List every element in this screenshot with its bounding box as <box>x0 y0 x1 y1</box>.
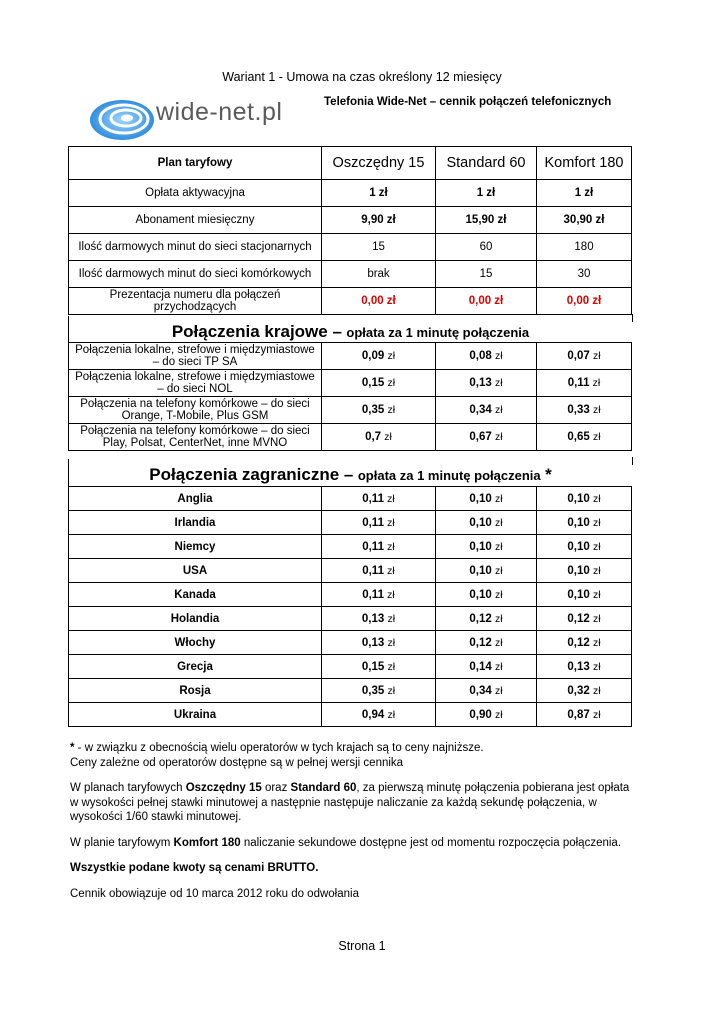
note-text: - w związku z obecnością wielu operatorów w tych krajach są to ceny najniższe. <box>74 742 484 754</box>
plan-header-row <box>69 147 632 180</box>
cell-value: 0,11 <box>362 564 384 577</box>
country-label: Irlandia <box>69 511 322 535</box>
table-row <box>69 180 632 207</box>
country-label: Kanada <box>69 583 322 607</box>
cell-value: 0,10 <box>567 516 590 529</box>
unit: zł <box>384 431 392 443</box>
document-subtitle: Telefonia Wide-Net – cennik połączeń telefonicznych <box>324 96 612 108</box>
cell-value: 1 zł <box>436 180 537 207</box>
page-number: Strona 1 <box>338 939 386 953</box>
table-row <box>69 631 632 655</box>
price-cell <box>436 679 537 703</box>
notes <box>70 741 630 912</box>
section-title: Połączenia zagraniczne – <box>149 465 354 484</box>
plan-name: Oszczędny 15 <box>322 147 436 180</box>
cell-value: 0,15 <box>361 377 385 389</box>
cell-value: 0,90 <box>469 708 492 721</box>
asterisk-mark: * <box>545 465 552 484</box>
cell-value: 0,09 <box>361 350 385 362</box>
country-label: Rosja <box>69 679 322 703</box>
wide-net-logo <box>88 90 308 146</box>
unit: zł <box>387 404 396 416</box>
cell-value: 0,00 zł <box>436 288 537 315</box>
cell-value: 0,11 <box>362 588 384 601</box>
unit: zł <box>495 684 503 697</box>
unit: zł <box>593 404 601 416</box>
cell-value: 0,35 <box>361 684 385 697</box>
cell-value: 0,32 <box>567 684 590 697</box>
domestic-table <box>68 342 632 451</box>
unit: zł <box>495 708 503 721</box>
cell-value: brak <box>322 261 436 288</box>
table-row <box>69 679 632 703</box>
table-row <box>69 234 632 261</box>
price-cell <box>322 559 436 583</box>
komfort-note <box>70 836 630 851</box>
cell-value: 0,34 <box>469 684 492 697</box>
cell-value: 0,10 <box>469 516 492 529</box>
cell-value: 15 <box>436 261 537 288</box>
validity-text: Cennik obowiązuje od 10 marca 2012 roku do odwołania <box>70 887 359 900</box>
country-label: Holandia <box>69 607 322 631</box>
cell-value: 0,13 <box>469 377 492 389</box>
unit: zł <box>495 588 503 601</box>
asterisk-note <box>70 741 630 770</box>
cell-value: 0,94 <box>361 708 385 721</box>
unit: zł <box>592 377 601 389</box>
cell-value: 0,15 <box>361 660 385 673</box>
cell-value: 0,12 <box>567 612 590 625</box>
swirl-logo-icon <box>88 90 156 146</box>
unit: zł <box>387 708 396 721</box>
cell-value: 0,67 <box>469 431 492 443</box>
country-label: USA <box>69 559 322 583</box>
unit: zł <box>387 684 396 697</box>
table-row <box>69 288 632 315</box>
cell-value: 15,90 zł <box>436 207 537 234</box>
price-cell <box>436 631 537 655</box>
unit: zł <box>593 564 601 577</box>
price-cell <box>537 631 632 655</box>
price-cell <box>436 535 537 559</box>
cell-value: 0,07 <box>567 350 590 362</box>
price-cell <box>537 655 632 679</box>
country-label: Włochy <box>69 631 322 655</box>
row-label: Ilość darmowych minut do sieci stacjonarnych <box>69 234 322 261</box>
plan-name: Komfort 180 <box>537 147 632 180</box>
note-text: W planach taryfowych <box>70 782 186 794</box>
price-cell <box>436 487 537 511</box>
price-cell <box>436 559 537 583</box>
price-cell <box>436 511 537 535</box>
cell-value: 0,10 <box>469 540 492 553</box>
unit: zł <box>495 377 503 389</box>
table-row <box>69 343 632 370</box>
cell-value: 0,11 <box>362 492 384 505</box>
table-row <box>69 397 632 424</box>
cell-value: 0,14 <box>469 660 492 673</box>
price-cell <box>537 703 632 727</box>
row-label: Połączenia na telefony komórkowe – do sieci Orange, T-Mobile, Plus GSM <box>69 397 322 424</box>
unit: zł <box>495 404 503 416</box>
domestic-section-heading <box>68 316 632 344</box>
cell-value: 0,65 <box>567 431 590 443</box>
price-cell <box>322 631 436 655</box>
plan-name: Standard 60 <box>436 147 537 180</box>
price-cell <box>537 679 632 703</box>
row-label: Abonament miesięczny <box>69 207 322 234</box>
cell-value: 0,12 <box>567 636 590 649</box>
cell-value: 0,10 <box>567 540 590 553</box>
country-label: Grecja <box>69 655 322 679</box>
table-row <box>69 487 632 511</box>
unit: zł <box>593 540 601 553</box>
section-title: Połączenia krajowe – <box>171 322 342 341</box>
cell-value: 0,10 <box>567 564 590 577</box>
unit: zł <box>387 612 396 625</box>
row-label: Połączenia na telefony komórkowe – do sieci Play, Polsat, CenterNet, inne MVNO <box>69 424 322 451</box>
table-row <box>69 511 632 535</box>
cell-value: 1 zł <box>537 180 632 207</box>
unit: zł <box>387 636 396 649</box>
row-label: Połączenia lokalne, strefowe i międzymiastowe – do sieci NOL <box>69 370 322 397</box>
cell-value: 0,33 <box>567 404 590 416</box>
note-text: , za pierwszą minutę połączenia pobierana jest opłata w wysokości pełnej stawki minutowej a następnie następuje naliczanie za każdą sekundę połączenia, w wysokości 1/60 stawki minutowej. <box>70 782 630 823</box>
unit: zł <box>387 588 395 601</box>
unit: zł <box>387 492 395 505</box>
unit: zł <box>495 660 503 673</box>
international-rows <box>69 487 632 727</box>
billing-note <box>70 781 630 825</box>
table-row <box>69 559 632 583</box>
country-label: Niemcy <box>69 535 322 559</box>
unit: zł <box>593 588 601 601</box>
unit: zł <box>593 431 601 443</box>
note-text: W planie taryfowym <box>70 836 174 849</box>
unit: zł <box>593 492 601 505</box>
cell-value: 0,08 <box>469 350 492 362</box>
price-cell <box>436 703 537 727</box>
table-row <box>69 535 632 559</box>
asterisk-mark: * <box>70 742 75 754</box>
price-cell <box>537 535 632 559</box>
table-row <box>69 583 632 607</box>
price-cell <box>436 655 537 679</box>
international-section-heading <box>68 459 632 487</box>
cell-value: 0,00 zł <box>537 288 632 315</box>
price-cell <box>322 535 436 559</box>
cell-value: 0,87 <box>567 708 590 721</box>
unit: zł <box>387 350 396 362</box>
logo-wordmark: wide-net.pl <box>156 98 283 126</box>
cell-value: 0,00 zł <box>322 288 436 315</box>
border-tick <box>632 314 633 322</box>
plan-ref: Oszczędny 15 <box>185 782 262 794</box>
section-subtitle: opłata za 1 minutę połączenia <box>346 325 530 340</box>
brutto-text: Wszystkie podane kwoty są cenami BRUTTO. <box>70 862 319 874</box>
unit: zł <box>593 636 601 649</box>
table-row <box>69 424 632 451</box>
price-cell <box>537 559 632 583</box>
unit: zł <box>387 660 396 673</box>
plan-ref: Komfort 180 <box>173 836 241 849</box>
price-cell <box>322 607 436 631</box>
unit: zł <box>495 612 503 625</box>
cell-value: 9,90 zł <box>322 207 436 234</box>
cell-value: 0,10 <box>567 588 590 601</box>
row-label: Połączenia lokalne, strefowe i międzymiastowe – do sieci TP SA <box>69 343 322 370</box>
plan-label: Plan taryfowy <box>69 147 322 180</box>
price-cell <box>322 703 436 727</box>
cell-value: 0,10 <box>469 564 492 577</box>
price-cell <box>322 679 436 703</box>
plan-table <box>68 146 632 315</box>
cell-value: 0,11 <box>362 540 384 553</box>
cell-value: 0,13 <box>361 612 385 625</box>
cell-value: 180 <box>537 234 632 261</box>
unit: zł <box>387 564 395 577</box>
price-cell <box>537 511 632 535</box>
country-label: Ukraina <box>69 703 322 727</box>
cell-value: 0,7 <box>365 431 382 443</box>
cell-value: 1 zł <box>322 180 436 207</box>
unit: zł <box>495 516 503 529</box>
price-cell <box>436 607 537 631</box>
cell-value: 60 <box>436 234 537 261</box>
row-label: Opłata aktywacyjna <box>69 180 322 207</box>
section-subtitle: opłata za 1 minutę połączenia <box>357 468 541 483</box>
cell-value: 0,13 <box>567 660 590 673</box>
table-row <box>69 655 632 679</box>
unit: zł <box>593 708 601 721</box>
table-row <box>69 607 632 631</box>
row-label: Ilość darmowych minut do sieci komórkowych <box>69 261 322 288</box>
note-text: naliczanie sekundowe dostępne jest od momentu rozpoczęcia połączenia. <box>240 836 622 849</box>
unit: zł <box>495 492 503 505</box>
cell-value: 30 <box>537 261 632 288</box>
table-row <box>69 261 632 288</box>
plan-ref: Standard 60 <box>290 782 357 794</box>
cell-value: 0,13 <box>361 636 385 649</box>
table-row <box>69 370 632 397</box>
price-cell <box>537 607 632 631</box>
cell-value: 0,34 <box>469 404 492 416</box>
price-cell <box>322 511 436 535</box>
country-label: Anglia <box>69 487 322 511</box>
cell-value: 0,11 <box>362 516 384 529</box>
unit: zł <box>387 377 396 389</box>
price-cell <box>537 487 632 511</box>
price-cell <box>322 487 436 511</box>
cell-value: 0,11 <box>567 377 590 389</box>
unit: zł <box>593 612 601 625</box>
unit: zł <box>495 431 503 443</box>
unit: zł <box>495 350 503 362</box>
validity-note <box>70 887 630 902</box>
cell-value: 0,12 <box>469 636 492 649</box>
row-label: Prezentacja numeru dla połączeń przychodzących <box>69 288 322 315</box>
cell-value: 30,90 zł <box>537 207 632 234</box>
table-row <box>69 207 632 234</box>
cell-value: 0,35 <box>361 404 385 416</box>
unit: zł <box>495 564 503 577</box>
price-cell <box>436 583 537 607</box>
cell-value: 0,12 <box>469 612 492 625</box>
note-text: Ceny zależne od operatorów dostępne są w pełnej wersji cennika <box>70 756 404 769</box>
international-table <box>68 486 632 727</box>
brutto-note <box>70 861 630 876</box>
contract-variant: Wariant 1 - Umowa na czas określony 12 miesięcy <box>222 70 502 84</box>
cell-value: 15 <box>322 234 436 261</box>
unit: zł <box>593 684 601 697</box>
cell-value: 0,10 <box>567 492 590 505</box>
price-cell <box>322 655 436 679</box>
unit: zł <box>495 540 503 553</box>
unit: zł <box>387 516 395 529</box>
price-cell <box>322 583 436 607</box>
cell-value: 0,10 <box>469 492 492 505</box>
table-row <box>69 703 632 727</box>
note-text: oraz <box>261 782 291 794</box>
unit: zł <box>495 636 503 649</box>
unit: zł <box>387 540 395 553</box>
unit: zł <box>593 350 601 362</box>
unit: zł <box>593 660 601 673</box>
cell-value: 0,10 <box>469 588 492 601</box>
unit: zł <box>593 516 601 529</box>
price-cell <box>537 583 632 607</box>
border-tick <box>632 457 633 465</box>
